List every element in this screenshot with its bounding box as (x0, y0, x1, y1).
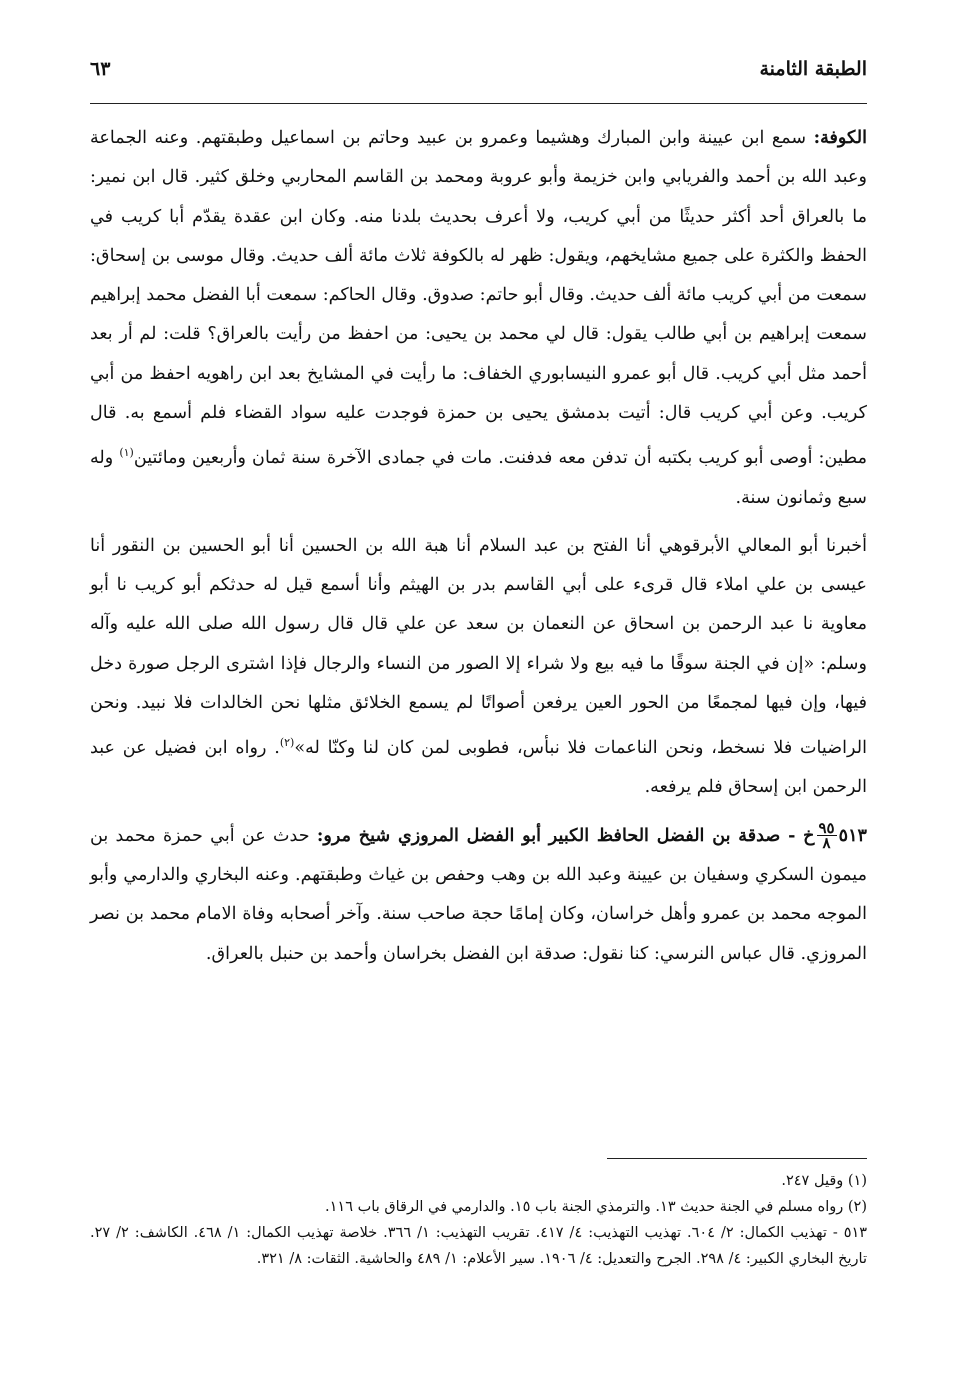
page-header (90, 56, 867, 96)
paragraph-lead: الكوفة: (813, 127, 867, 148)
paragraph-hadith (90, 527, 867, 808)
footnote-marker-1[interactable]: (١) (119, 446, 134, 460)
paragraph-kufa (90, 118, 867, 518)
running-title: الطبقة الثامنة (759, 58, 867, 80)
entry-text: حدث عن أبي حمزة محمد بن ميمون السكري وسفيان بن عيينة وعبد الله بن وهب وحفص بن غياث وطبقتهم. وعنه البخاري والدارمي وأبو الموجه محمد بن عمرو وأهل خراسان، وكان إمامًا حجة صاحب سنة. وآخر أصحابه وفاة الامام محمد بن نصر المروزي. قال عباس النرسي: كنا نقول: صدقة ابن الفضل بخراسان وأحمد بن حنبل بالعراق. (90, 825, 867, 964)
footnote-2: (٢) رواه مسلم في الجنة حديث ١٣. والترمذي الجنة باب ١٥. والدارمي في الرقاق باب ١١٦. (325, 1199, 867, 1215)
footnote-rule (607, 1158, 867, 1159)
paragraph-tail: . رواه ابن فضيل عن عبد الرحمن ابن إسحاق فلم يرفعه. (90, 738, 867, 798)
footnote-513: ٥١٣ - تهذيب الكمال: ٢/ ٦٠٤. تهذيب التهذيب: ٤/ ٤١٧. تقريب التهذيب: ١/ ٣٦٦. خلاصة تهذيب الكمال: ١/ ٤٦٨. الكاشف: ٢/ ٢٧. تاريخ البخاري الكبير: ٤/ ٢٩٨. الجرح والتعديل: ٤/ ١٩٠٦. سير الأعلام: ١/ ٤٨٩ والحاشية. الثقات: ٨/ ٣٢١. (90, 1225, 868, 1267)
paragraph-text: سمع ابن عيينة وابن المبارك وهشيما وعمرو بن عبيد وحاتم بن اسماعيل وطبقتهم. وعنه الجماعة وعبد الله بن أحمد والفريابي وابن خزيمة وأبو عروبة ومحمد بن القاسم المحاربي وخلق كثير. قال ابن نمير: ما بالعراق أحد أكثر حديثًا من أبي كريب، ولا أعرف بحديث بلدنا منه. وكان ابن عقدة يقدّم أبا كريب في الحفظ والكثرة على جميع مشايخهم، ويقول: ظهر له بالكوفة ثلاث مائة ألف حديث. وقال موسى بن إسحاق: سمعت من أبي كريب مائة ألف حديث. وقال أبو حاتم: صدوق. وقال الحاكم: سمعت أبا الفضل محمد إبراهيم سمعت إبراهيم بن أبي طالب يقول: قال لي محمد بن يحيى: من احفظ من رأيت بالعراق؟ قلت: لم أر بعد أحمد مثل أبي كريب. قال أبو عمرو النيسابوري الخفاف: ما رأيت في المشايخ بعد ابن راهويه احفظ من أبي كريب. وعن أبي كريب قال: أتيت بدمشق يحيى بن حمزة فوجدت عليه سواد القضاء فلم أسمع به. قال مطين: أوصى أبو كريب بكتبه أن تدفن معه فدفنت. مات في جمادى الآخرة سنة ثمان وأربعين ومائتين (90, 128, 867, 469)
fraction-bottom: ٨ (822, 834, 831, 853)
paragraph-tail: وله سبع وثمانون سنة. (90, 448, 867, 508)
entry-fraction (817, 819, 837, 853)
entry-heading: خ - صدقة بن الفضل الحافظ الكبير أبو الفضل المروزي شيخ مرو: (316, 824, 815, 846)
footnote-1: (١) وقيل ٢٤٧. (781, 1173, 867, 1189)
footnotes (90, 1168, 867, 1272)
entry-513 (90, 816, 867, 974)
main-text (90, 118, 867, 974)
page-number: ٦٣ (90, 58, 111, 80)
footnote-marker-2[interactable]: (٢) (279, 736, 295, 750)
header-rule (90, 103, 867, 104)
paragraph-text: أخبرنا أبو المعالي الأبرقوهي أنا الفتح بن عبد السلام أنا هبة الله بن الحسين أنا أبو الحسين بن النقور أنا عيسى بن علي املاء قال قرىء على أبي القاسم بدر بن الهيثم وأنا أسمع قيل له حدثكم أبو كريب نا أبو معاوية نا عبد الرحمن بن اسحاق عن النعمان بن سعد عن علي قال قال رسول الله صلى الله عليه وآله وسلم: «إن في الجنة سوقًا ما فيه بيع ولا شراء إلا الصور من النساء والرجال فإذا اشترى الرجل صورة دخل فيها، وإن فيها لمجمعًا من الحور العين يرفعن أصواتًا لم يسمع الخلائق مثلها نحن الخالدات فلا نبيد. ونحن الراضيات فلا نسخط، ونحن الناعمات فلا نبأس، فطوبى لمن كان لنا وكنّا له» (90, 535, 867, 759)
fraction-top: ٩٥ (818, 819, 835, 838)
entry-number: ٥١٣ (838, 824, 867, 846)
